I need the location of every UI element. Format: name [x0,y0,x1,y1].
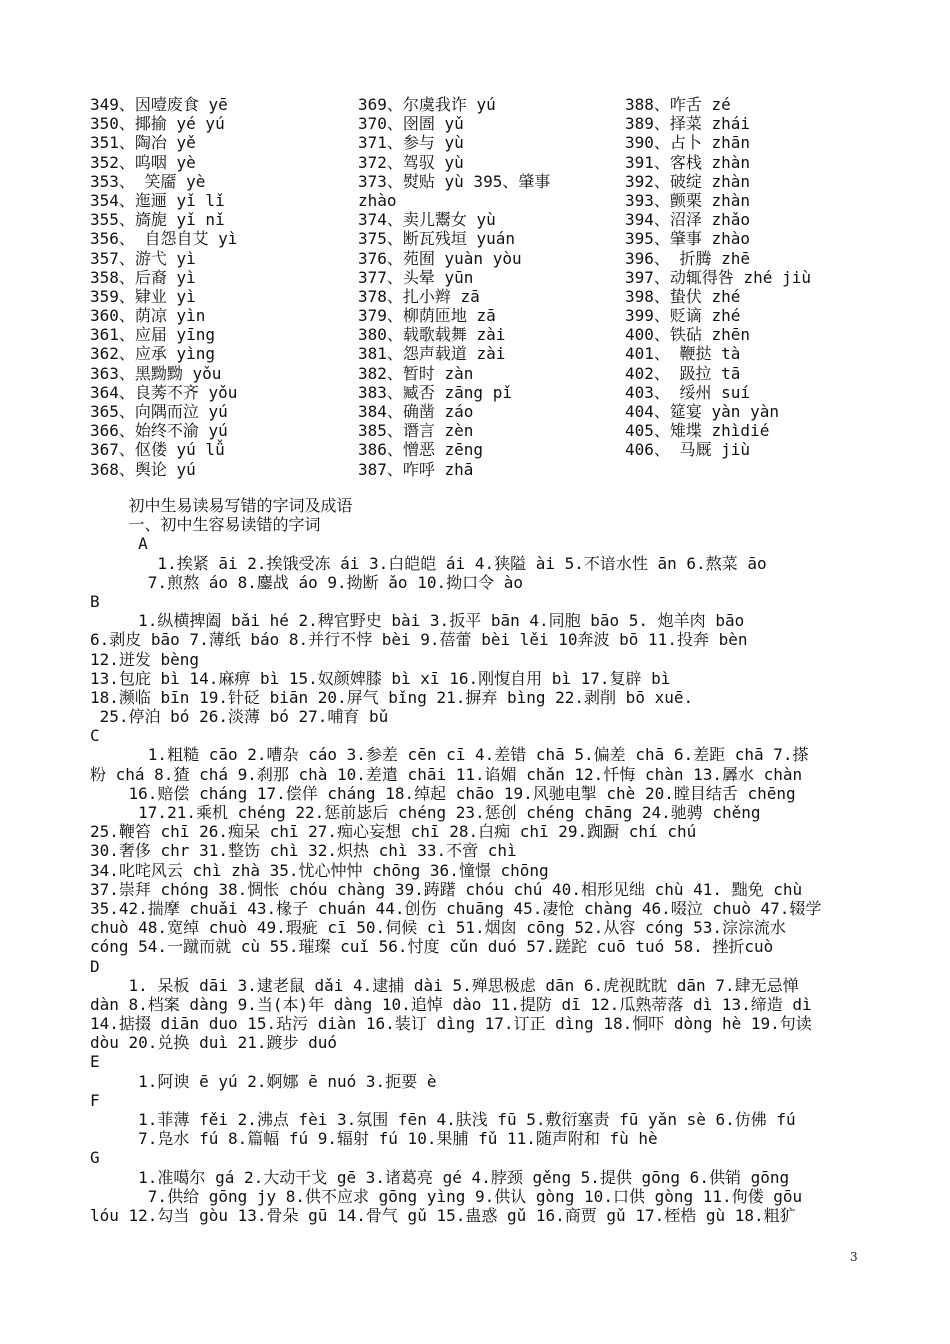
vocab-entry: 377、头晕 yūn [358,267,474,287]
vocab-entry: 400、铁砧 zhēn [625,325,751,345]
vocab-entry: 398、蛰伏 zhé [625,286,741,306]
column-3 [625,95,885,460]
text-line: D [90,956,100,976]
vocab-entry: 357、游弋 yì [90,248,196,268]
text-line: B [90,591,100,611]
vocab-entry: 389、择菜 zhái [625,114,751,134]
text-line: 12.迸发 bèng [90,649,200,669]
vocab-entry: 354、迤逦 yǐ lǐ [90,190,225,210]
vocab-entry: 403、 绥州 suí [625,382,751,402]
vocab-entry: 356、 自怨自艾 yì [90,229,238,249]
vocab-entry: 399、贬谪 zhé [625,306,741,326]
vocab-entry: 393、颤栗 zhàn [625,190,751,210]
vocab-entry: 396、 折腾 zhē [625,248,751,268]
text-line: 1.准噶尔 gá 2.大动干戈 gē 3.诸葛亮 gé 4.脖颈 gěng 5.提供 gōng 6.供销 gōng [90,1167,790,1187]
text-line: 18.濒临 bīn 19.针砭 biān 20.屏气 bǐng 21.摒弃 bìng 22.剥削 bō xuē. [90,687,694,707]
page-number: 3 [850,1250,858,1264]
text-line: 7.供给 gōng jy 8.供不应求 gōng yìng 9.供认 gòng 10.口供 gòng 11.佝偻 gōu [90,1186,803,1206]
vocab-entry: 350、揶揄 yé yú [90,114,225,134]
vocab-entry: 374、卖儿鬻女 yù [358,210,496,230]
vocab-entry: 384、确凿 záo [358,402,474,421]
vocab-entry: 366、始终不渝 yú [90,421,228,441]
text-line: 一、初中生容易读错的字词 [90,515,321,535]
vocabulary-columns [90,95,890,479]
vocab-entry: 372、驾驭 yù [358,152,464,172]
text-line: 1.粗糙 cāo 2.嘈杂 cáo 3.参差 cēn cī 4.差错 chā 5.偏差 chā 6.差距 chā 7.搽 [90,745,809,765]
vocab-entry: 406、 马厩 jiù [625,440,751,460]
text-line: dàn 8.档案 dàng 9.当(本)年 dàng 10.追悼 dào 11.提防 dī 12.瓜熟蒂落 dì 13.缔造 dì [90,994,812,1014]
vocab-entry: 379、柳荫匝地 zā [358,306,496,326]
vocab-entry: 369、尔虞我诈 yú [358,95,496,114]
text-line: 37.崇拜 chóng 38.惆怅 chóu chàng 39.踌躇 chóu chú 40.相形见绌 chù 41. 黜免 chù [90,879,803,899]
text-line: 16.赔偿 cháng 17.偿佯 cháng 18.绰起 chāo 19.风驰电掣 chè 20.瞠目结舌 chēng [90,783,796,803]
text-line: C [90,726,100,746]
text-line: 7.煎熬 áo 8.鏖战 áo 9.拗断 ǎo 10.拗口令 ào [90,572,523,592]
text-line: 13.包庇 bì 14.麻痹 bì 15.奴颜婢膝 bì xī 16.刚愎自用 bì 17.复辟 bì [90,668,671,688]
vocab-entry: 381、怨声载道 zài [358,344,506,364]
vocab-entry: 352、呜咽 yè [90,152,196,172]
text-line: cóng 54.一蹴而就 cù 55.璀璨 cuǐ 56.忖度 cǔn duó 57.蹉跎 cuō tuó 58. 挫折cuò [90,937,774,957]
vocab-entry: 392、破绽 zhàn [625,171,751,191]
text-line: chuò 48.宽绰 chuò 49.瑕疵 cī 50.伺候 cì 51.烟囱 cōng 52.从容 cóng 53.淙淙流水 [90,918,787,938]
text-line: 1.阿谀 ē yú 2.婀娜 ē nuó 3.扼要 è [90,1071,437,1091]
vocab-entry: 405、雉堞 zhìdié [625,421,770,441]
vocab-entry: 368、舆论 yú [90,459,196,479]
text-line: 34.叱咤风云 chì zhà 35.忧心忡忡 chōng 36.憧憬 chōng [90,860,549,880]
text-line: 25.鞭笞 chī 26.痴呆 chī 27.痴心妄想 chī 28.白痴 chī 29.踟蹰 chí chú [90,822,697,842]
text-line: 30.奢侈 chr 31.整饬 chì 32.炽热 chì 33.不啻 chì [90,841,517,861]
vocab-entry: 388、咋舌 zé [625,95,731,114]
text-line: 1.纵横捭阖 bǎi hé 2.稗官野史 bài 3.扳平 bān 4.同胞 bāo 5. 炮羊肉 bāo [90,611,745,631]
vocab-entry: 386、憎恶 zēng [358,440,484,460]
vocab-entry: 363、黑黝黝 yǒu [90,363,222,383]
text-line: 35.42.揣摩 chuǎi 43.椽子 chuán 44.创伤 chuāng 45.凄怆 chàng 46.啜泣 chuò 47.辍学 [90,898,822,918]
vocab-entry: 394、沼泽 zhǎo [625,210,751,230]
column-1 [90,95,350,479]
text-line: E [90,1052,100,1072]
vocab-entry: 364、良莠不齐 yǒu [90,382,238,402]
text-line: 7.凫水 fú 8.篇幅 fú 9.辐射 fú 10.果脯 fǔ 11.随声附和 fù hè [90,1129,658,1149]
text-line: G [90,1148,100,1168]
text-line: A [90,534,148,554]
vocab-entry: 375、断瓦残垣 yuán [358,229,516,249]
text-line: 6.剥皮 bāo 7.薄纸 báo 8.并行不悖 bèi 9.蓓蕾 bèi lěi 10奔波 bō 11.投奔 bèn [90,630,748,650]
vocab-entry: 353、 笑靥 yè [90,171,206,191]
text-line: 14.掂掇 diān duo 15.玷污 diàn 16.装订 dìng 17.订正 dìng 18.恫吓 dòng hè 19.句读 [90,1014,812,1034]
vocab-entry: 391、客栈 zhàn [625,152,751,172]
vocab-entry: 351、陶冶 yě [90,133,196,153]
vocab-entry: 371、参与 yù [358,133,464,153]
text-line: lóu 12.勾当 gòu 13.骨朵 gū 14.骨气 gǔ 15.蛊惑 gǔ 16.商贾 gǔ 17.桎梏 gù 18.粗犷 [90,1205,796,1225]
text-line: 粉 chá 8.猹 chá 9.刹那 chà 10.差遣 chāi 11.谄媚 chǎn 12.忏悔 chàn 13.羼水 chàn [90,764,803,784]
vocab-entry: 387、咋呼 zhā [358,459,474,479]
text-line: 1. 呆板 dāi 3.逮老鼠 dǎi 4.逮捕 dài 5.殚思极虑 dān 6.虎视眈眈 dān 7.肆无忌惮 [90,975,799,995]
vocab-entry: 395、肇事 zhào [625,229,751,249]
vocab-entry: 376、苑囿 yuàn yòu [358,248,522,268]
vocab-entry: 349、因噎废食 yē [90,95,228,114]
vocab-entry: 404、筵宴 yàn yàn [625,402,779,421]
text-line: 1.挨紧 āi 2.挨饿受冻 ái 3.白皑皑 ái 4.狭隘 ài 5.不谙水性 ān 6.熬菜 āo [90,553,767,573]
vocab-entry: 365、向隅而泣 yú [90,402,228,421]
vocab-entry: 383、臧否 zāng pǐ [358,382,512,402]
text-line: 25.停泊 bó 26.淡薄 bó 27.哺育 bǔ [90,707,389,727]
main-text-body [90,496,850,1225]
text-line: 17.21.乘机 chéng 22.惩前毖后 chéng 23.惩创 chéng chāng 24.驰骋 chěng [90,803,761,822]
text-line: dòu 20.兑换 duì 21.踱步 duó [90,1033,338,1053]
text-line: 初中生易读易写错的字词及成语 [90,496,353,515]
vocab-entry: 401、 鞭挞 tà [625,344,741,364]
vocab-entry: 361、应届 yīng [90,325,216,345]
vocab-entry: 397、动辄得咎 zhé jiù [625,267,811,287]
vocab-entry: 373、熨贴 yù 395、肇事 [358,171,551,191]
column-2 [358,95,618,479]
vocab-entry: 355、旖旎 yǐ nǐ [90,210,225,230]
vocab-entry: 382、暂时 zàn [358,363,474,383]
vocab-entry: 362、应承 yìng [90,344,216,364]
vocab-entry: 402、 趿拉 tā [625,363,741,383]
text-line: F [90,1090,100,1110]
vocab-entry: 380、载歌载舞 zài [358,325,506,345]
vocab-entry: 359、肄业 yì [90,286,196,306]
vocab-entry: 378、扎小辫 zā [358,286,480,306]
vocab-entry: 385、谮言 zèn [358,421,474,441]
vocab-entry: 358、后裔 yì [90,267,196,287]
text-line: 1.菲薄 fěi 2.沸点 fèi 3.氛围 fēn 4.肤浅 fū 5.敷衍塞责 fū yǎn sè 6.仿佛 fú [90,1110,796,1129]
vocab-entry: 370、囹圄 yǔ [358,114,464,134]
vocab-entry: 360、荫凉 yìn [90,306,206,326]
vocab-entry: 390、占卜 zhān [625,133,751,153]
vocab-entry: 367、伛偻 yú lǚ [90,440,225,460]
vocab-entry: zhào [358,190,397,210]
